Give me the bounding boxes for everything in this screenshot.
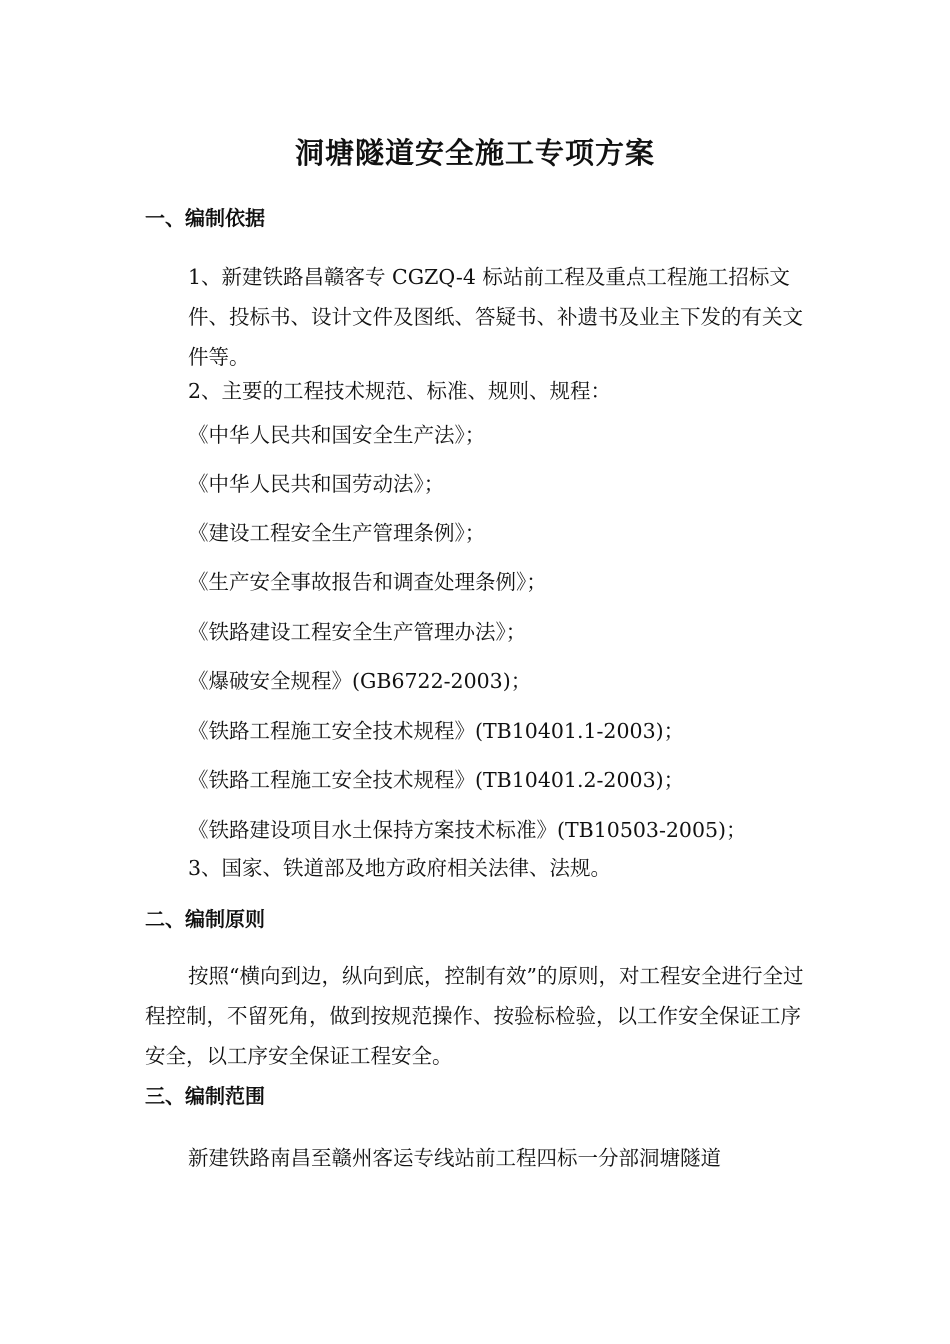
reference-item: 《中华人民共和国劳动法》； — [188, 472, 445, 496]
basis-item-2: 2、主要的工程技术规范、标准、规则、规程： — [188, 379, 612, 403]
section-heading-basis: 一、编制依据 — [145, 206, 265, 230]
reference-item: 《建设工程安全生产管理条例》； — [188, 521, 486, 545]
reference-item: 《中华人民共和国安全生产法》； — [188, 423, 486, 447]
reference-item: 《铁路建设项目水土保持方案技术标准》(TB10503-2005)； — [188, 818, 747, 842]
scope-paragraph: 新建铁路南昌至赣州客运专线站前工程四标一分部洞塘隧道 — [188, 1146, 721, 1170]
reference-item: 《铁路建设工程安全生产管理办法》； — [188, 620, 527, 644]
reference-item: 《铁路工程施工安全技术规程》(TB10401.1-2003)； — [188, 719, 685, 743]
basis-item-1: 1、新建铁路昌赣客专 CGZQ-4 标站前工程及重点工程施工招标文件、投标书、设计文件及图纸、答疑书、补遗书及业主下发的有关文件等。 — [188, 265, 803, 369]
document-title: 洞塘隧道安全施工专项方案 — [294, 136, 655, 170]
reference-item: 《生产安全事故报告和调查处理条例》； — [188, 570, 547, 594]
reference-item: 《铁路工程施工安全技术规程》(TB10401.2-2003)； — [188, 768, 685, 792]
section-heading-principle: 二、编制原则 — [145, 907, 265, 931]
section-heading-scope: 三、编制范围 — [145, 1084, 265, 1108]
principle-paragraph: 按照“横向到边，纵向到底，控制有效”的原则，对工程安全进行全过程控制，不留死角，做到按规范操作、按验标检验，以工作安全保证工序安全，以工序安全保证工程安全。 — [145, 964, 804, 1068]
basis-item-3: 3、国家、铁道部及地方政府相关法律、法规。 — [188, 856, 612, 880]
reference-item: 《爆破安全规程》(GB6722-2003)； — [188, 669, 532, 693]
